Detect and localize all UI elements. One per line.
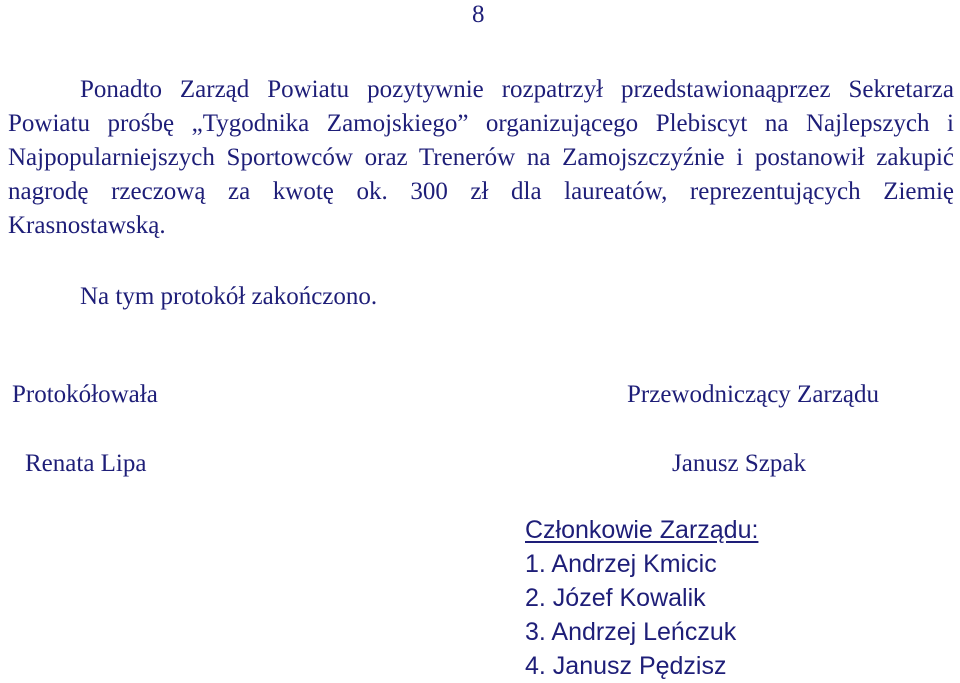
board-member-item: 1. Andrzej Kmicic — [525, 550, 717, 578]
board-member-item: 2. Józef Kowalik — [525, 584, 706, 612]
closing-statement: Na tym protokół zakończono. — [80, 283, 378, 310]
board-member-item: 4. Janusz Pędzisz — [525, 652, 727, 680]
board-members-section — [525, 513, 758, 683]
board-members-heading: Członkowie Zarządu: — [525, 516, 759, 544]
chairman-role: Przewodniczący Zarządu — [627, 381, 879, 408]
board-member-item: 3. Andrzej Leńczuk — [525, 618, 737, 646]
chairman-name: Janusz Szpak — [672, 450, 806, 477]
recorder-role: Protokółowała — [12, 381, 158, 408]
page-number: 8 — [472, 1, 485, 28]
body-paragraph: Ponadto Zarząd Powiatu pozytywnie rozpatrzył przedstawionaąprzez Sekretarza Powiatu prośbę „Tygodnika Zamojskiego” organizującego Plebiscyt na Najlepszych i Najpopularniejszych Sportowców oraz Trenerów na Zamojszczyźnie i postanowił zakupić nagrodę rzeczową za kwotę ok. 300 zł dla laureatów, reprezentujących Ziemię Krasnostawską. — [8, 76, 954, 239]
board-members-list — [525, 547, 758, 683]
recorder-name: Renata Lipa — [25, 450, 147, 477]
